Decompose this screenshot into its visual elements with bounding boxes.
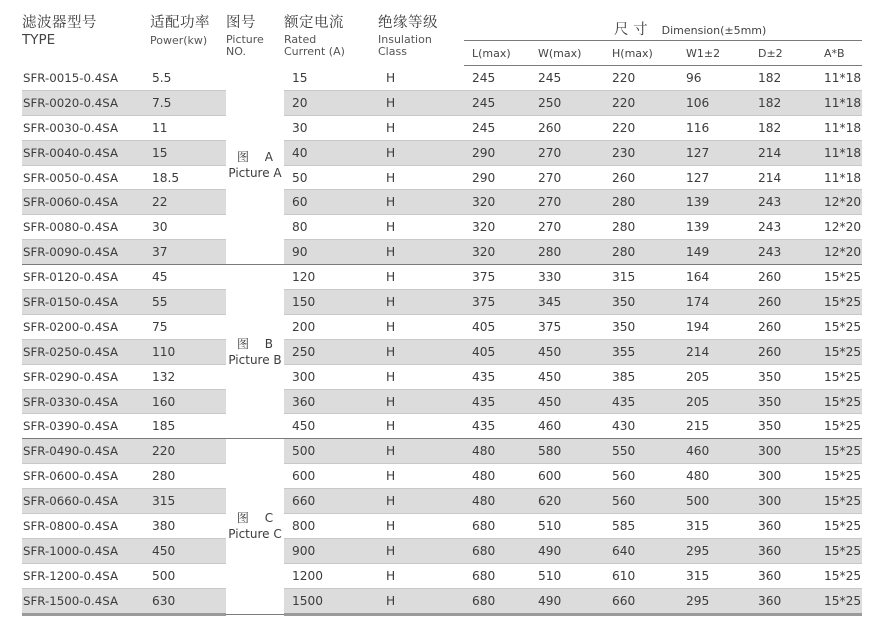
width-cell: 345	[530, 290, 604, 315]
width-cell: 450	[530, 339, 604, 364]
table-row	[22, 588, 862, 614]
spec-sheet	[22, 16, 862, 616]
type-cell: SFR-0390-0.4SA	[22, 414, 150, 439]
height-cell: 230	[604, 140, 678, 165]
depth-cell: 300	[750, 439, 816, 464]
w1-cell: 139	[678, 190, 750, 215]
insulation-cell: H	[378, 165, 464, 190]
length-cell: 405	[464, 314, 530, 339]
type-cell: SFR-0090-0.4SA	[22, 240, 150, 265]
insulation-cell: H	[378, 265, 464, 290]
dimension-header-en: Dimension(±5mm)	[661, 23, 767, 37]
height-cell: 585	[604, 514, 678, 539]
table-row	[22, 115, 862, 140]
height-cell: 355	[604, 339, 678, 364]
picture-cell	[226, 439, 284, 614]
insulation-cell: H	[378, 339, 464, 364]
length-cell: 435	[464, 389, 530, 414]
ab-cell: 12*20	[816, 215, 862, 240]
height-cell: 220	[604, 66, 678, 91]
table-row	[22, 90, 862, 115]
ab-cell: 11*18	[816, 115, 862, 140]
picture-label-en: Picture B	[228, 352, 282, 367]
height-cell: 220	[604, 115, 678, 140]
depth-cell: 260	[750, 265, 816, 290]
w1-cell: 127	[678, 165, 750, 190]
ab-cell: 15*25	[816, 339, 862, 364]
insulation-header-en-1: Insulation	[378, 33, 432, 47]
table-row	[22, 190, 862, 215]
height-cell: 350	[604, 314, 678, 339]
table-row	[22, 414, 862, 439]
rated-cell: 80	[284, 215, 378, 240]
insulation-cell: H	[378, 215, 464, 240]
length-cell: 290	[464, 140, 530, 165]
insulation-cell: H	[378, 538, 464, 563]
type-cell: SFR-1500-0.4SA	[22, 588, 150, 614]
rated-cell: 500	[284, 439, 378, 464]
width-cell: 270	[530, 215, 604, 240]
dim-col-w: W(max)	[530, 41, 604, 66]
insulation-cell: H	[378, 364, 464, 389]
rated-cell: 60	[284, 190, 378, 215]
picture-header-en-1: Picture	[226, 33, 264, 47]
length-cell: 680	[464, 514, 530, 539]
power-cell: 22	[150, 190, 226, 215]
rated-header-en-2: Current (A)	[284, 44, 345, 58]
type-cell: SFR-0290-0.4SA	[22, 364, 150, 389]
table-row	[22, 464, 862, 489]
rated-cell: 90	[284, 240, 378, 265]
width-cell: 620	[530, 489, 604, 514]
type-header-cn: 滤波器型号	[22, 15, 97, 31]
height-cell: 435	[604, 389, 678, 414]
height-cell: 560	[604, 464, 678, 489]
insulation-cell: H	[378, 190, 464, 215]
w1-cell: 164	[678, 265, 750, 290]
power-cell: 450	[150, 538, 226, 563]
height-cell: 610	[604, 563, 678, 588]
ab-cell: 15*25	[816, 538, 862, 563]
length-cell: 435	[464, 364, 530, 389]
height-cell: 430	[604, 414, 678, 439]
w1-cell: 315	[678, 514, 750, 539]
ab-cell: 12*20	[816, 240, 862, 265]
power-cell: 11	[150, 115, 226, 140]
depth-cell: 243	[750, 215, 816, 240]
table-row	[22, 290, 862, 315]
width-cell: 510	[530, 514, 604, 539]
table-row	[22, 364, 862, 389]
rated-cell: 300	[284, 364, 378, 389]
length-cell: 320	[464, 240, 530, 265]
rated-cell: 250	[284, 339, 378, 364]
dim-col-ab: A*B	[816, 41, 862, 66]
rated-cell: 50	[284, 165, 378, 190]
length-cell: 405	[464, 339, 530, 364]
power-cell: 30	[150, 215, 226, 240]
insulation-cell: H	[378, 414, 464, 439]
ab-cell: 11*18	[816, 165, 862, 190]
depth-cell: 214	[750, 140, 816, 165]
width-cell: 375	[530, 314, 604, 339]
rated-cell: 40	[284, 140, 378, 165]
w1-cell: 205	[678, 364, 750, 389]
width-cell: 270	[530, 190, 604, 215]
table-row	[22, 240, 862, 265]
height-cell: 385	[604, 364, 678, 389]
rated-cell: 150	[284, 290, 378, 315]
depth-cell: 182	[750, 90, 816, 115]
length-cell: 480	[464, 464, 530, 489]
picture-label-en: Picture C	[228, 527, 282, 542]
power-header-en: Power(kw)	[150, 34, 208, 48]
ab-cell: 15*25	[816, 290, 862, 315]
type-header	[22, 16, 150, 66]
type-cell: SFR-0060-0.4SA	[22, 190, 150, 215]
insulation-cell: H	[378, 115, 464, 140]
type-cell: SFR-0200-0.4SA	[22, 314, 150, 339]
type-cell: SFR-0120-0.4SA	[22, 265, 150, 290]
type-cell: SFR-0600-0.4SA	[22, 464, 150, 489]
depth-cell: 360	[750, 514, 816, 539]
width-cell: 450	[530, 364, 604, 389]
ab-cell: 15*25	[816, 439, 862, 464]
rated-cell: 450	[284, 414, 378, 439]
ab-cell: 15*25	[816, 514, 862, 539]
ab-cell: 11*18	[816, 140, 862, 165]
power-cell: 37	[150, 240, 226, 265]
length-cell: 290	[464, 165, 530, 190]
dimension-header	[464, 16, 862, 41]
rated-header-en-1: Rated	[284, 33, 317, 47]
height-cell: 640	[604, 538, 678, 563]
power-cell: 380	[150, 514, 226, 539]
width-cell: 260	[530, 115, 604, 140]
insulation-cell: H	[378, 514, 464, 539]
w1-cell: 149	[678, 240, 750, 265]
power-cell: 45	[150, 265, 226, 290]
depth-cell: 360	[750, 538, 816, 563]
w1-cell: 194	[678, 314, 750, 339]
table-row	[22, 66, 862, 91]
w1-cell: 295	[678, 588, 750, 614]
dim-col-h: H(max)	[604, 41, 678, 66]
depth-cell: 350	[750, 389, 816, 414]
width-cell: 330	[530, 265, 604, 290]
ab-cell: 15*25	[816, 464, 862, 489]
ab-cell: 15*25	[816, 414, 862, 439]
table-row	[22, 538, 862, 563]
height-cell: 260	[604, 165, 678, 190]
insulation-cell: H	[378, 140, 464, 165]
rated-cell: 20	[284, 90, 378, 115]
depth-cell: 243	[750, 240, 816, 265]
insulation-cell: H	[378, 489, 464, 514]
type-cell: SFR-0020-0.4SA	[22, 90, 150, 115]
height-cell: 280	[604, 215, 678, 240]
dim-col-w1: W1±2	[678, 41, 750, 66]
length-cell: 375	[464, 265, 530, 290]
filter-spec-table	[22, 16, 862, 616]
height-cell: 350	[604, 290, 678, 315]
depth-cell: 260	[750, 339, 816, 364]
width-cell: 490	[530, 588, 604, 614]
width-cell: 270	[530, 140, 604, 165]
rated-cell: 1500	[284, 588, 378, 614]
power-cell: 220	[150, 439, 226, 464]
height-cell: 550	[604, 439, 678, 464]
height-cell: 220	[604, 90, 678, 115]
table-row	[22, 165, 862, 190]
power-cell: 315	[150, 489, 226, 514]
type-cell: SFR-0660-0.4SA	[22, 489, 150, 514]
power-cell: 55	[150, 290, 226, 315]
rated-cell: 120	[284, 265, 378, 290]
depth-cell: 350	[750, 364, 816, 389]
w1-cell: 205	[678, 389, 750, 414]
w1-cell: 214	[678, 339, 750, 364]
picture-label-cn: 图 A	[236, 149, 280, 164]
picture-label-cn: 图 B	[236, 336, 280, 351]
rated-header-cn: 额定电流	[284, 15, 344, 31]
length-cell: 480	[464, 489, 530, 514]
width-cell: 580	[530, 439, 604, 464]
insulation-cell: H	[378, 90, 464, 115]
height-cell: 560	[604, 489, 678, 514]
depth-cell: 300	[750, 489, 816, 514]
insulation-cell: H	[378, 290, 464, 315]
table-row	[22, 314, 862, 339]
picture-header	[226, 16, 284, 66]
w1-cell: 295	[678, 538, 750, 563]
ab-cell: 15*25	[816, 489, 862, 514]
rated-cell: 660	[284, 489, 378, 514]
table-row	[22, 265, 862, 290]
length-cell: 375	[464, 290, 530, 315]
width-cell: 460	[530, 414, 604, 439]
power-header-cn: 适配功率	[150, 15, 210, 31]
depth-cell: 214	[750, 165, 816, 190]
width-cell: 600	[530, 464, 604, 489]
width-cell: 450	[530, 389, 604, 414]
w1-cell: 174	[678, 290, 750, 315]
table-row	[22, 389, 862, 414]
w1-cell: 480	[678, 464, 750, 489]
w1-cell: 500	[678, 489, 750, 514]
table-row	[22, 439, 862, 464]
height-cell: 315	[604, 265, 678, 290]
length-cell: 435	[464, 414, 530, 439]
power-cell: 630	[150, 588, 226, 614]
power-cell: 500	[150, 563, 226, 588]
depth-cell: 260	[750, 314, 816, 339]
rated-cell: 800	[284, 514, 378, 539]
height-cell: 280	[604, 240, 678, 265]
rated-cell: 360	[284, 389, 378, 414]
ab-cell: 11*18	[816, 90, 862, 115]
insulation-cell: H	[378, 389, 464, 414]
width-cell: 250	[530, 90, 604, 115]
w1-cell: 215	[678, 414, 750, 439]
length-cell: 480	[464, 439, 530, 464]
power-cell: 7.5	[150, 90, 226, 115]
insulation-cell: H	[378, 588, 464, 614]
rated-cell: 15	[284, 66, 378, 91]
type-cell: SFR-0150-0.4SA	[22, 290, 150, 315]
type-cell: SFR-0040-0.4SA	[22, 140, 150, 165]
picture-cell	[226, 265, 284, 439]
w1-cell: 127	[678, 140, 750, 165]
type-cell: SFR-0080-0.4SA	[22, 215, 150, 240]
picture-cell	[226, 66, 284, 265]
depth-cell: 260	[750, 290, 816, 315]
power-cell: 5.5	[150, 66, 226, 91]
rated-cell: 900	[284, 538, 378, 563]
height-cell: 280	[604, 190, 678, 215]
ab-cell: 15*25	[816, 265, 862, 290]
w1-cell: 116	[678, 115, 750, 140]
insulation-cell: H	[378, 563, 464, 588]
depth-cell: 182	[750, 66, 816, 91]
insulation-cell: H	[378, 314, 464, 339]
power-cell: 75	[150, 314, 226, 339]
w1-cell: 315	[678, 563, 750, 588]
w1-cell: 96	[678, 66, 750, 91]
ab-cell: 15*25	[816, 588, 862, 614]
type-cell: SFR-0050-0.4SA	[22, 165, 150, 190]
picture-header-cn: 图号	[226, 15, 256, 31]
insulation-cell: H	[378, 240, 464, 265]
w1-cell: 106	[678, 90, 750, 115]
insulation-cell: H	[378, 66, 464, 91]
rated-cell: 30	[284, 115, 378, 140]
table-row	[22, 489, 862, 514]
power-header	[150, 16, 226, 66]
height-cell: 660	[604, 588, 678, 614]
width-cell: 245	[530, 66, 604, 91]
depth-cell: 182	[750, 115, 816, 140]
type-cell: SFR-1200-0.4SA	[22, 563, 150, 588]
ab-cell: 11*18	[816, 66, 862, 91]
w1-cell: 139	[678, 215, 750, 240]
type-header-en: TYPE	[22, 32, 56, 49]
length-cell: 680	[464, 563, 530, 588]
ab-cell: 15*25	[816, 314, 862, 339]
width-cell: 490	[530, 538, 604, 563]
rated-cell: 600	[284, 464, 378, 489]
insulation-header-cn: 绝缘等级	[378, 15, 438, 31]
rated-cell: 200	[284, 314, 378, 339]
type-cell: SFR-0490-0.4SA	[22, 439, 150, 464]
table-row	[22, 339, 862, 364]
length-cell: 245	[464, 115, 530, 140]
ab-cell: 15*25	[816, 364, 862, 389]
picture-header-en-2: NO.	[226, 44, 246, 58]
table-row	[22, 563, 862, 588]
type-cell: SFR-0250-0.4SA	[22, 339, 150, 364]
table-row	[22, 514, 862, 539]
dimension-header-cn: 尺 寸	[614, 21, 648, 38]
rated-header	[284, 16, 378, 66]
width-cell: 510	[530, 563, 604, 588]
length-cell: 680	[464, 538, 530, 563]
table-row	[22, 215, 862, 240]
insulation-cell: H	[378, 464, 464, 489]
ab-cell: 15*25	[816, 563, 862, 588]
type-cell: SFR-0030-0.4SA	[22, 115, 150, 140]
width-cell: 280	[530, 240, 604, 265]
picture-label-cn: 图 C	[236, 511, 280, 526]
power-cell: 132	[150, 364, 226, 389]
w1-cell: 460	[678, 439, 750, 464]
width-cell: 270	[530, 165, 604, 190]
power-cell: 110	[150, 339, 226, 364]
power-cell: 18.5	[150, 165, 226, 190]
length-cell: 320	[464, 215, 530, 240]
insulation-cell: H	[378, 439, 464, 464]
power-cell: 160	[150, 389, 226, 414]
dim-col-d: D±2	[750, 41, 816, 66]
type-cell: SFR-1000-0.4SA	[22, 538, 150, 563]
type-cell: SFR-0015-0.4SA	[22, 66, 150, 91]
depth-cell: 350	[750, 414, 816, 439]
picture-label-en: Picture A	[228, 165, 282, 180]
rated-cell: 1200	[284, 563, 378, 588]
ab-cell: 15*25	[816, 389, 862, 414]
depth-cell: 360	[750, 563, 816, 588]
depth-cell: 300	[750, 464, 816, 489]
power-cell: 15	[150, 140, 226, 165]
dim-col-l: L(max)	[464, 41, 530, 66]
type-cell: SFR-0800-0.4SA	[22, 514, 150, 539]
ab-cell: 12*20	[816, 190, 862, 215]
length-cell: 245	[464, 90, 530, 115]
depth-cell: 243	[750, 190, 816, 215]
insulation-header	[378, 16, 464, 66]
length-cell: 245	[464, 66, 530, 91]
type-cell: SFR-0330-0.4SA	[22, 389, 150, 414]
table-body	[22, 66, 862, 615]
length-cell: 320	[464, 190, 530, 215]
power-cell: 280	[150, 464, 226, 489]
insulation-header-en-2: Class	[378, 44, 407, 58]
table-row	[22, 140, 862, 165]
power-cell: 185	[150, 414, 226, 439]
depth-cell: 360	[750, 588, 816, 614]
length-cell: 680	[464, 588, 530, 614]
